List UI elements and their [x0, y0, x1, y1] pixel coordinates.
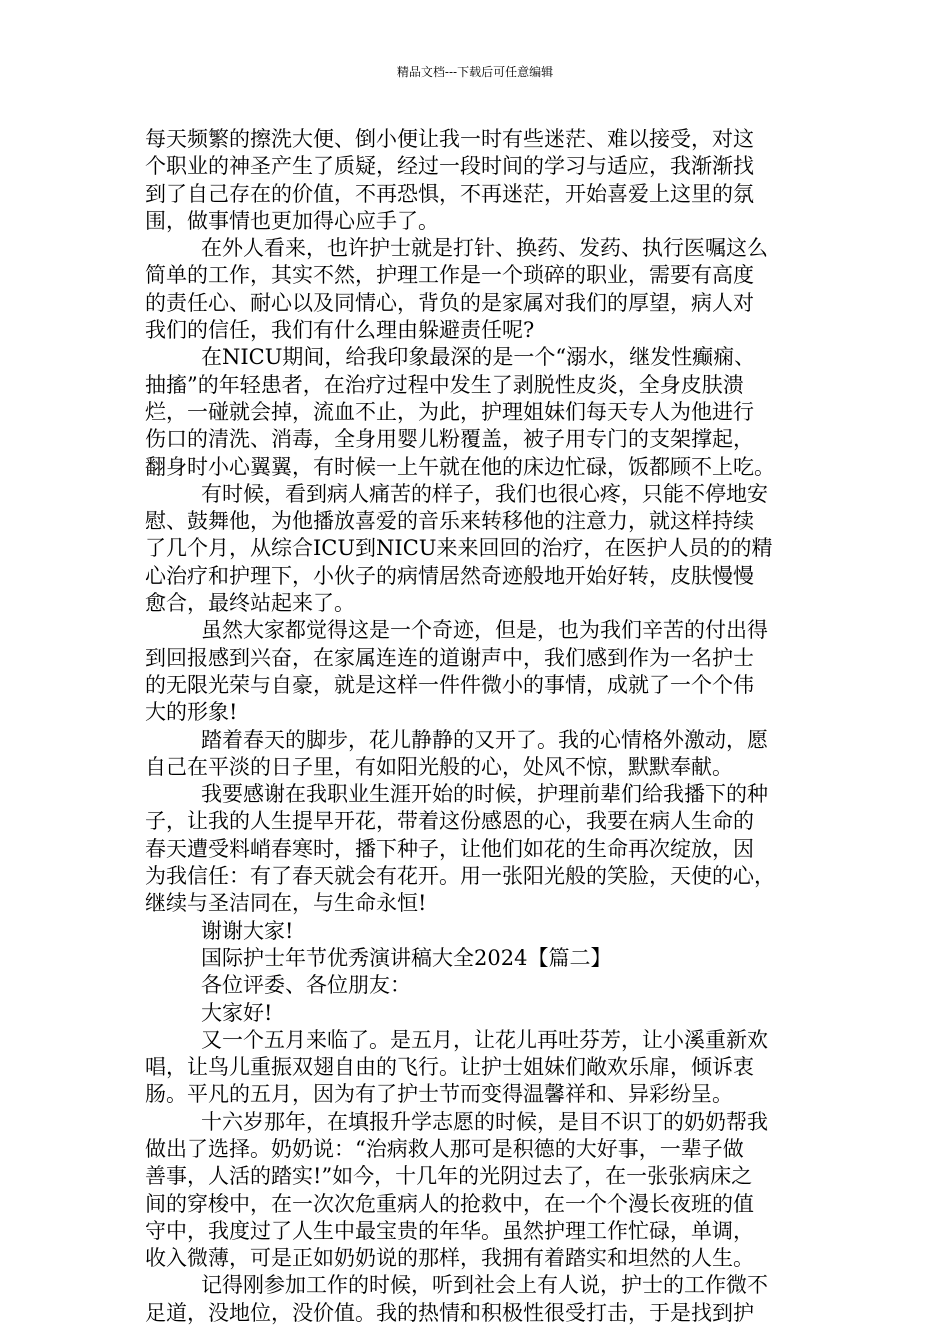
text-line: 各位评委、各位朋友：: [201, 973, 411, 998]
text-line: 的责任心、耐心以及同情心，背负的是家属对我们的厚望，病人对: [145, 290, 754, 315]
text-line: 子，让我的人生提早开花，带着这份感恩的心，我要在病人生命的: [145, 809, 754, 834]
text-line: 有时候，看到病人痛苦的样子，我们也很心疼，只能不停地安: [201, 481, 768, 506]
text-line: 守中，我度过了人生中最宝贵的年华。虽然护理工作忙碌，单调，: [145, 1218, 754, 1243]
text-line: 到回报感到兴奋，在家属连连的道谢声中，我们感到作为一名护士: [145, 645, 754, 670]
text-line: 伤口的清洗、消毒，全身用婴儿粉覆盖，被子用专门的支架撑起，: [145, 427, 754, 452]
text-line: 谢谢大家!: [201, 918, 294, 943]
text-line: 踏着春天的脚步，花儿静静的又开了。我的心情格外激动，愿: [201, 727, 768, 752]
text-line: 自己在平淡的日子里，有如阳光般的心，处风不惊，默默奉献。: [145, 754, 733, 779]
text-line: 我们的信任，我们有什么理由躲避责任呢?: [145, 318, 535, 343]
text-line: 翻身时小心翼翼，有时候一上午就在他的床边忙碌，饭都顾不上吃。: [145, 454, 775, 479]
text-line: 十六岁那年，在填报升学志愿的时候，是目不识丁的奶奶帮我: [201, 1109, 768, 1134]
text-line: 在外人看来，也许护士就是打针、换药、发药、执行医嘱这么: [201, 236, 768, 261]
text-line: 愈合，最终站起来了。: [145, 591, 355, 616]
text-line: 国际护士年节优秀演讲稿大全2024【篇二】: [201, 945, 612, 970]
text-line: 心治疗和护理下，小伙子的病情居然奇迹般地开始好转，皮肤慢慢: [145, 563, 754, 588]
text-line: 围，做事情也更加得心应手了。: [145, 208, 439, 233]
page-header: 精品文档---下载后可任意编辑: [396, 65, 554, 79]
text-line: 唱，让鸟儿重振双翅自由的飞行。让护士姐妹们敞欢乐扉，倾诉衷: [145, 1055, 754, 1080]
text-line: 了几个月，从综合ICU到NICU来来回回的治疗，在医护人员的的精: [145, 536, 773, 561]
text-line: 的无限光荣与自豪，就是这样一件件微小的事情，成就了一个个伟: [145, 672, 754, 697]
text-line: 善事，人活的踏实!”如今，十几年的光阴过去了，在一张张病床之: [145, 1164, 753, 1189]
text-line: 继续与圣洁同在，与生命永恒!: [145, 891, 427, 916]
text-line: 个职业的神圣产生了质疑，经过一段时间的学习与适应，我渐渐找: [145, 154, 754, 179]
text-line: 记得刚参加工作的时候，听到社会上有人说，护士的工作微不: [201, 1273, 768, 1298]
text-line: 虽然大家都觉得这是一个奇迹，但是，也为我们辛苦的付出得: [201, 618, 768, 643]
text-line: 大家好!: [201, 1000, 273, 1025]
text-line: 春天遭受料峭春寒时，播下种子，让他们如花的生命再次绽放，因: [145, 836, 754, 861]
text-line: 肠。平凡的五月，因为有了护士节而变得温馨祥和、异彩纷呈。: [145, 1082, 733, 1107]
text-line: 在NICU期间，给我印象最深的是一个“溺水，继发性癫痫、: [201, 345, 756, 370]
document-body: [145, 126, 815, 1327]
text-line: 大的形象!: [145, 700, 238, 725]
text-line: 做出了选择。奶奶说：“治病救人那可是积德的大好事，一辈子做: [145, 1136, 744, 1161]
text-line: 简单的工作，其实不然，护理工作是一个琐碎的职业，需要有高度: [145, 263, 754, 288]
text-line: 足道，没地位，没价值。我的热情和积极性很受打击，于是找到护: [145, 1300, 754, 1325]
text-line: 烂，一碰就会掉，流血不止，为此，护理姐妹们每天专人为他进行: [145, 399, 754, 424]
text-line: 又一个五月来临了。是五月，让花儿再吐芬芳，让小溪重新欢: [201, 1027, 768, 1052]
text-line: 抽搐”的年轻患者，在治疗过程中发生了剥脱性皮炎，全身皮肤溃: [145, 372, 744, 397]
text-line: 收入微薄，可是正如奶奶说的那样，我拥有着踏实和坦然的人生。: [145, 1246, 754, 1271]
text-line: 慰、鼓舞他，为他播放喜爱的音乐来转移他的注意力，就这样持续: [145, 509, 754, 534]
text-line: 间的穿梭中，在一次次危重病人的抢救中，在一个个漫长夜班的值: [145, 1191, 754, 1216]
text-line: 我要感谢在我职业生涯开始的时候，护理前辈们给我播下的种: [201, 782, 768, 807]
text-line: 每天频繁的擦洗大便、倒小便让我一时有些迷茫、难以接受，对这: [145, 127, 754, 151]
text-line: 为我信任：有了春天就会有花开。用一张阳光般的笑脸，天使的心，: [145, 864, 775, 889]
text-line: 到了自己存在的价值，不再恐惧，不再迷茫，开始喜爱上这里的氛: [145, 181, 754, 206]
